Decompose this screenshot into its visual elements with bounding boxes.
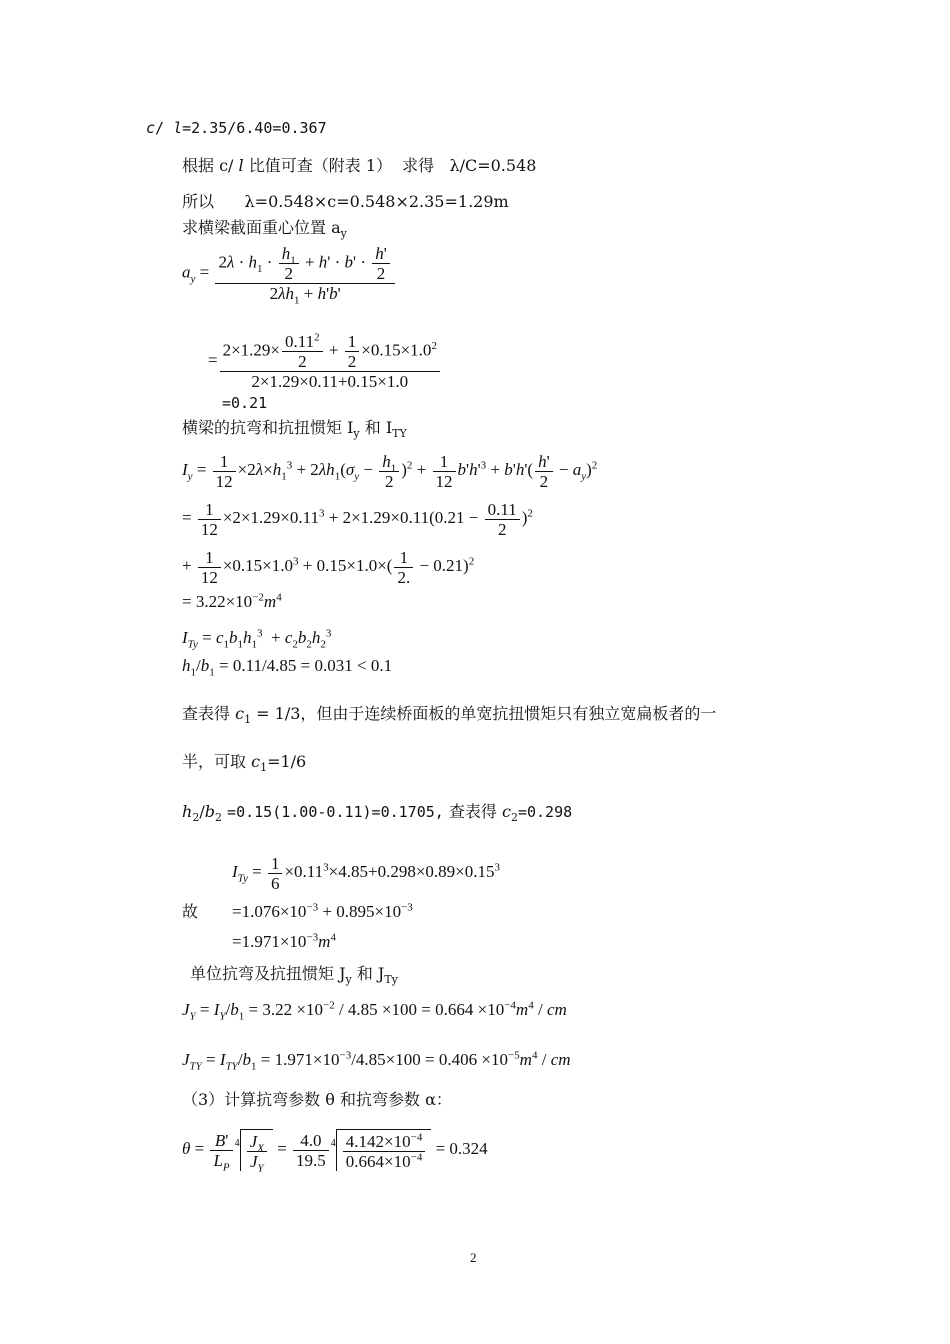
- unit-inertia-heading: 单位抗弯及抗扭惯矩 $J_y$ 和 $J_{Ty}$: [190, 964, 398, 987]
- iy-formula: $I_y$ = $\frac{1}{12}$ $\times 2\lambda\times h_1^3 + 2\lambda h_1(\sigma_y$ − $\frac{h_1}{2}$ )$^2$ + $\frac{1}{12}$ $b'h'^3 + b'h'$( $\frac{h'}{2}$ − $a_y)^2$: [182, 451, 598, 491]
- c1-note: 查表得 $c_1 = 1/3$，但由于连续桥面板的单宽抗扭惯矩只有独立宽扁板者的一: [182, 704, 717, 727]
- iy-numeric-2: + $\frac{1}{12}$ $\times 0.15\times 1.0^3 + 0.15\times 1.0\times$( $\frac{1}{2.}$ − 0.21)$^2$: [182, 547, 475, 587]
- ity-numeric: $I_{Ty}$ = $\frac{1}{6}$ $\times 0.11^3\times 4.85+0.298\times 0.89\times 0.15^3$: [232, 853, 501, 893]
- inertia-heading: 横梁的抗弯和抗扭惯矩 $I_y$ 和 $I_{TY}$: [182, 418, 407, 441]
- h2b2-ratio: $h_2/b_2 =0.15(1.00-0.11)=0.1705$, 查表得 $c_2=0.298$: [182, 802, 573, 825]
- centroid-numeric: = 2×1.29× $\frac{0.11^2}{2}$ + $\frac{1}{2}$ $\times 0.15\times 1.0^2$ 2×1.29×0.11+0.15×1.0: [208, 332, 442, 391]
- ity-sum-label: 故: [182, 902, 199, 921]
- jy-formula: $J_Y = I_Y/b_1 = 3.22 \times 10^{-2} / 4.85 \times 100 = 0.664 \times 10^{-4}m^4$ / cm: [182, 999, 567, 1023]
- ity-result: $=1.971\times 10^{-3}m^4$: [232, 931, 336, 951]
- page-number: 2: [470, 1250, 477, 1265]
- lambda-line: 所以 λ=0.548×c=0.548×2.35=1.29m: [182, 192, 509, 211]
- lookup-line: 根据 c/ l 比值可查（附表 1） 求得 λ/C=0.548: [182, 156, 537, 175]
- centroid-result: =0.21: [222, 394, 268, 412]
- ity-sum: $=1.076\times 10^{-3} + 0.895\times 10^{-3}$: [232, 901, 413, 921]
- ratio-line: c/ l=2.35/6.40=0.367: [146, 119, 327, 137]
- theta-formula: θ = $\frac{B'}{L_P}$ $^4$ $\frac{J_X}{J_Y}$ = $\frac{4.0}{19.5}$ $^4$ $\frac{4.142\times 10^{-4}}{0.664\times 10^{-4}}$ = 0.324: [182, 1130, 488, 1175]
- centroid-formula: $a_y$ = $2\lambda \cdot h_1$ · $\frac{h_1}{2}$ + h' · b' · $\frac{h'}{2}$ $2\lambda h_1 + h'b'$: [182, 244, 397, 303]
- centroid-heading: 求横梁截面重心位置 $a_y$: [182, 218, 347, 241]
- h1b1-ratio: $h_1/b_1 = 0.11/4.85 = 0.031 < 0.1$: [182, 656, 393, 679]
- iy-numeric-1: = $\frac{1}{12}$ $\times 2\times 1.29\times 0.11^3 + 2\times 1.29\times 0.11(0.21$ − $\frac{0.11}{2}$ )$^2$: [182, 499, 533, 539]
- section-3-heading: （3）计算抗弯参数 θ 和抗弯参数 α：: [182, 1090, 452, 1109]
- iy-result: = $3.22\times 10^{-2}m^4$: [182, 591, 282, 611]
- ity-formula: $I_{Ty} = c_1b_1h_1^3 + c_2b_2h_2^3$: [182, 627, 332, 651]
- c1-value: 半，可取 $c_1=1/6$: [182, 752, 307, 775]
- jty-formula: $J_{TY} = I_{TY}/b_1 = 1.971\times 10^{-3}/4.85\times 100 = 0.406 \times 10^{-5}m^4$ / cm: [182, 1049, 571, 1073]
